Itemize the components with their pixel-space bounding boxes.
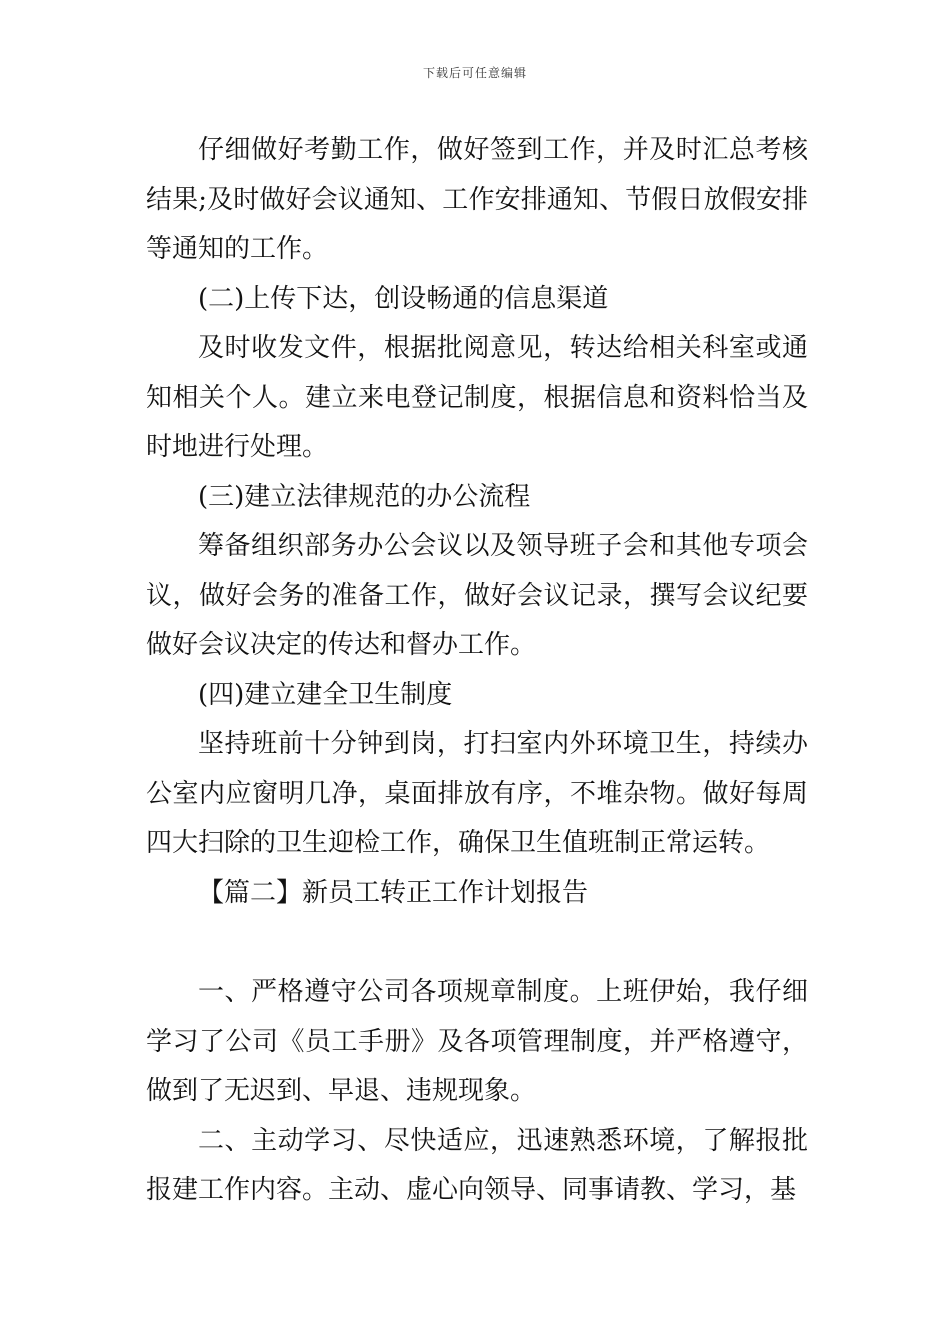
document-body xyxy=(146,126,808,1216)
blank-line xyxy=(146,918,808,968)
paragraph-attendance: 仔细做好考勤工作，做好签到工作，并及时汇总考核结果;及时做好会议通知、工作安排通知、节假日放假安排等通知的工作。 xyxy=(146,135,808,264)
paragraph-documents: 及时收发文件，根据批阅意见，转达给相关科室或通知相关个人。建立来电登记制度，根据信息和资料恰当及时地进行处理。 xyxy=(146,333,808,462)
paragraph-rules: 一、严格遵守公司各项规章制度。上班伊始，我仔细学习了公司《员工手册》及各项管理制度，并严格遵守，做到了无迟到、早退、违规现象。 xyxy=(146,977,808,1106)
section-heading-3: (三)建立法律规范的办公流程 xyxy=(198,481,531,512)
paragraph-hygiene: 坚持班前十分钟到岗，打扫室内外环境卫生，持续办公室内应窗明几净，桌面排放有序，不堆杂物。做好每周四大扫除的卫生迎检工作，确保卫生值班制正常运转。 xyxy=(146,729,808,858)
section-heading-4: (四)建立建全卫生制度 xyxy=(198,679,453,710)
chapter-heading-part-two: 【篇二】新员工转正工作计划报告 xyxy=(198,877,589,908)
page-header: 下载后可任意编辑 xyxy=(422,66,527,80)
paragraph-learning: 二、主动学习、尽快适应，迅速熟悉环境，了解报批报建工作内容。主动、虚心向领导、同事请教、学习，基 xyxy=(146,1125,808,1205)
paragraph-meetings: 筹备组织部务办公会议以及领导班子会和其他专项会议，做好会务的准备工作，做好会议记录，撰写会议纪要做好会议决定的传达和督办工作。 xyxy=(146,531,808,660)
section-heading-2: (二)上传下达，创设畅通的信息渠道 xyxy=(198,283,609,314)
